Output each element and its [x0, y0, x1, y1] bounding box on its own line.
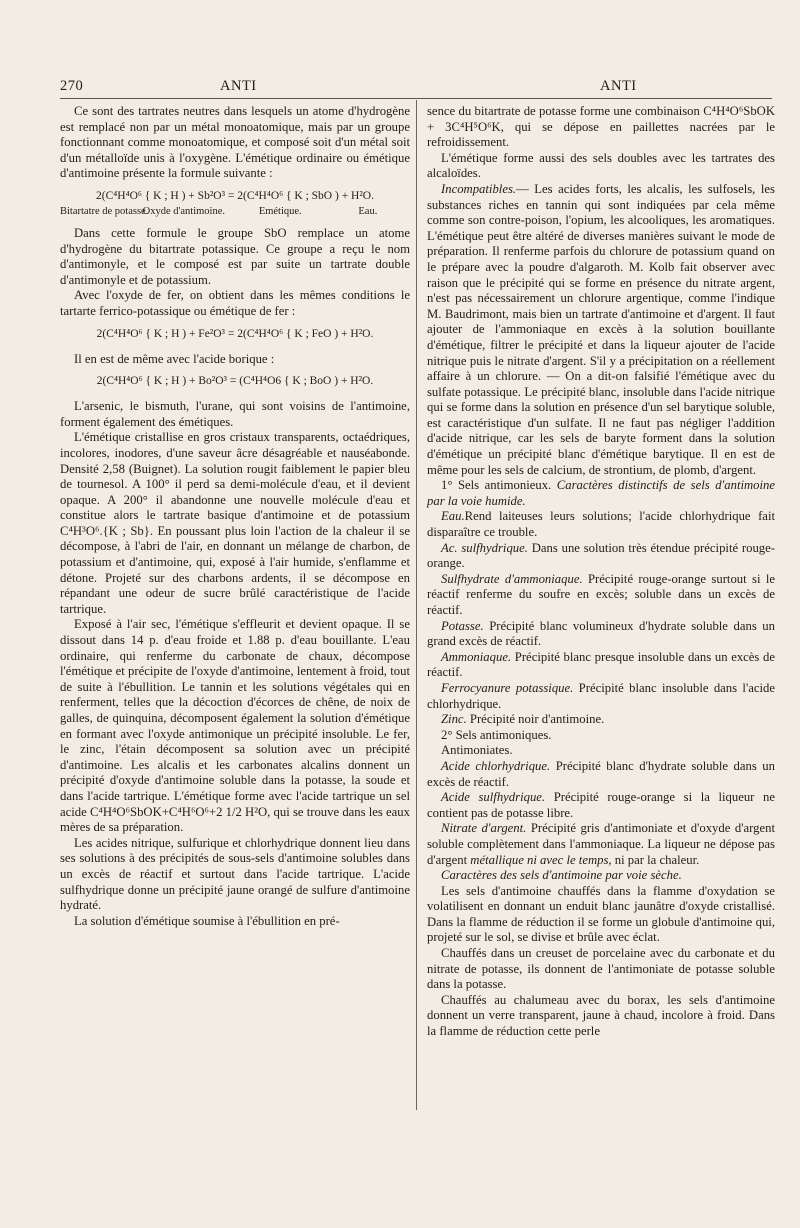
term: Acide chlorhydrique.: [441, 758, 551, 773]
page-number: 270: [60, 78, 84, 94]
text: Précipité noir d'antimoine.: [466, 712, 605, 727]
text: Dans une solution très étendue précipité rouge-orange.: [427, 540, 775, 571]
text: Précipité blanc presque insoluble dans un excès de réactif.: [427, 649, 775, 680]
term: Eau.: [441, 509, 465, 524]
paragraph: Les sels d'antimoine chauffés dans la flamme d'oxydation se volatilisent en donnant un enduit blanc jaunâtre d'oxyde cristallisé. Dans la flamme de réduction il se forme un globule d'antimoine qui, projeté sur le sol, se divise et brûle avec éclat.: [427, 883, 775, 945]
term: Sulfhydrate d'ammoniaque.: [441, 571, 583, 586]
term: Incompatibles.: [441, 181, 517, 196]
paragraph: 2° Sels antimoniques.: [441, 727, 552, 742]
text: Précipité gris d'antimoniate et d'oxyde d'argent soluble complètement dans l'ammoniaque. La liqueur ne dépose pas d'argent: [427, 821, 775, 867]
paragraph: Il en est de même avec l'acide borique :: [74, 351, 275, 366]
header-rule: [60, 98, 772, 99]
term: Caractères distinctifs de sels d'antimoine par la voie humide.: [427, 478, 776, 508]
paragraph: L'émétique forme aussi des sels doubles avec les tartrates des alcaloïdes.: [427, 150, 775, 181]
paragraph: Chauffés au chalumeau avec du borax, les sels d'antimoine donnent un verre transparent, jaune à chaud, incolore à froid. Dans la flamme de réduction cette perle: [427, 992, 775, 1039]
paragraph: Dans cette formule le groupe SbO remplace un atome d'hydrogène du bitartrate potassique. Ce groupe a reçu le nom d'antimonyle, et le composé est par suite un tartrate double d'antimonyle et de potassium.: [60, 225, 410, 287]
term: Potasse.: [441, 618, 484, 633]
term: Acide sulfhydrique.: [441, 790, 546, 805]
equation-label: Emétique.: [258, 205, 302, 217]
text: Rend laiteuses leurs solutions; l'acide chlorhydrique fait disparaître ce trouble.: [427, 509, 775, 540]
paragraph: L'émétique cristallise en gros cristaux transparents, octaédriques, incolores, inodores, d'une saveur âcre désagréable et nauséabonde. Densité 2,58 (Buignet). La solution rougit faiblement le papier bleu de tournesol. A 100° il perd sa demi-molécule d'eau, et il devient opaque. A 200° il abandonne une nouvelle molécule d'eau et constitue alors le tartrate basique d'antimoine et de potassium C⁴H³O⁶.{K ; Sb}. En poussant plus loin l'action de la chaleur il se décompose, à l'abri de l'air, en donnant un mélange de charbon, de potassium et d'antimoine, qui, exposé à l'air humide, s'enflamme et détone. Projeté sur des charbons ardents, il se décompose en répandant une odeur de sucre brûlé caractéristique de l'acide tartrique.: [60, 430, 410, 616]
equation-labels: [60, 206, 410, 218]
paragraph: [427, 478, 775, 509]
right-column: [427, 104, 775, 1040]
text: 1° Sels antimonieux.: [441, 478, 552, 493]
term: Ac. sulfhydrique.: [441, 540, 528, 555]
text: Précipité rouge-orange surtout si le réactif renferme du soufre en excès; soluble dans un excès de réactif.: [427, 571, 775, 617]
text: — Les acides forts, les alcalis, les sulfosels, les substances riches en tannin qui sont indiquées par cela même comme son contre-poison, l'opium, les alcooliques, les aromatiques. L'émétique peut être altéré de diverses manières suivant le mode de préparation. Il renferme parfois du chlorure de potassium quand on le prépare avec la poudre d'algaroth. M. Kolb fait observer avec raison que le précipité qui se forme en présence du nitrate argent, n'est pas nécessairement un chlorure argentique, comme l'indique M. Baudrimont, mais bien un tartrate d'antimoine et d'argent. Il faut ajouter de l'ammoniaque en excès à la solution bouillante d'émétique, filtrer le précipité et dans la liqueur ajouter de l'acide nitrique puis le nitrate d'argent. S'il y a précipitation on a réellement affaire à un chlorure. — On a dit-on falsifié l'émétique avec du sulfate potassique. Le précipité blanc, insoluble dans l'acide nitrique qui se forme dans la solution en présence d'un sel barytique soluble, est caractéristique d'un sulfate. Il ne faut pas négliger l'addition d'acide nitrique, car les sels de baryte forment dans la solution d'émétique un précipité blanc d'émétique barytique. Il en est de même pour les sels de calcium, de strontium, de plomb, d'argent.: [427, 181, 775, 477]
paragraph: [427, 619, 775, 650]
paragraph: Avec l'oxyde de fer, on obtient dans les mêmes conditions le tartarte ferrico-potassique ou émétique de fer :: [60, 288, 410, 318]
paragraph: [427, 182, 775, 478]
text: Précipité blanc d'hydrate soluble dans un excès de réactif.: [427, 758, 775, 789]
text: Précipité rouge-orange si la liqueur ne contient pas de potasse libre.: [427, 790, 775, 820]
left-column: [60, 104, 410, 929]
paragraph: [427, 712, 775, 728]
paragraph: [427, 759, 775, 790]
term: Zinc.: [441, 712, 467, 727]
paragraph: [427, 572, 775, 619]
paragraph: Les acides nitrique, sulfurique et chlorhydrique donnent lieu dans ses solutions à des précipités de sous-sels d'antimoine solubles dans un excès de réactif et surtout dans l'acide tartrique. L'acide sulfhydrique donne un précipité jaune orangé de sulfure d'antimoine hydraté.: [60, 835, 410, 913]
paragraph: Chauffés dans un creuset de porcelaine avec du carbonate et du nitrate de potasse, ils donnent de l'antimoniate de potasse soluble dans la potasse.: [427, 946, 775, 992]
paragraph: [427, 821, 775, 868]
paragraph: [427, 650, 775, 681]
equation-label: Oxyde d'antimoine.: [142, 205, 225, 217]
text: ni par la chaleur.: [611, 852, 700, 867]
running-title-left: ANTI: [220, 78, 257, 94]
term: Nitrate d'argent.: [441, 821, 527, 836]
paragraph: sence du bitartrate de potasse forme une combinaison C⁴H⁴O⁶SbOK + 3C⁴H⁵O⁶K, qui se dépose en paillettes nacrées par le refroidissement.: [427, 104, 775, 150]
text: Précipité blanc volumineux d'hydrate soluble dans un grand excès de réactif.: [427, 618, 775, 649]
term: Ammoniaque.: [441, 649, 512, 664]
term: Caractères des sels d'antimoine par voie sèche.: [441, 868, 682, 883]
equation-label: Bitartatre de potasse.: [60, 205, 149, 217]
running-title-right: ANTI: [600, 78, 637, 94]
term: Ferrocyanure potassique.: [441, 680, 574, 695]
equation-emetique: 2(C⁴H⁴O⁶ { K ; H ) + Sb²O³ = 2(C⁴H⁴O⁶ { K ; SbO ) + H²O.: [96, 189, 374, 202]
equation-fer: 2(C⁴H⁴O⁶ { K ; H ) + Fe²O³ = 2(C⁴H⁴O⁶ { K ; FeO ) + H²O.: [96, 327, 374, 340]
equation-borique: 2(C⁴H⁴O⁶ { K ; H ) + Bo²O³ = (C⁴H⁴O6 { K ; BoO ) + H²O.: [96, 375, 374, 388]
paragraph: Exposé à l'air sec, l'émétique s'effleurit et devient opaque. Il se dissout dans 14 p. d'eau froide et 1.88 p. d'eau bouillante. L'eau ordinaire, qui renferme du carbonate de chaux, décompose l'émétique et précipite de l'oxyde d'antimoine, lentement à froid, tout de suite à l'ébullition. Le tannin et les solutions végétales qui en renferment, telles que la décoction d'écorces de chêne, de noix de galles, de quinquina, décomposent également la solution d'émétique en formant avec l'oxyde antimonique un précipité insoluble. Le fer, le zinc, l'étain décomposent sa solution avec un précipité d'antimoine. Les alcalis et les carbonates alcalins donnent un précipité d'oxyde d'antimoine soluble dans la potasse, la soude et dans l'acide tartrique. L'émétique forme avec l'acide tartrique un sel acide C⁴H⁴O⁶SbOK+C⁴H⁶O⁶+2 1/2 H²O, qui se trouve dans les eaux mères de sa préparation.: [60, 617, 410, 835]
paragraph: Ce sont des tartrates neutres dans lesquels un atome d'hydrogène est remplacé non par un métal monoatomique, mais par un groupe fonctionnant comme monoatomique, et composé soit d'un métal soit d'un métalloïde unis à l'oxygène. L'émétique ordinaire ou émétique d'antimoine présente la formule suivante :: [60, 104, 410, 181]
column-divider: [416, 100, 417, 1110]
equation-label: Eau.: [358, 205, 378, 217]
paragraph: [427, 509, 775, 540]
text: Précipité blanc insoluble dans l'acide chlorhydrique.: [427, 680, 776, 711]
paragraph: [427, 790, 775, 821]
term: métallique ni avec le temps,: [470, 852, 612, 867]
paragraph: [427, 681, 775, 712]
paragraph: [427, 868, 775, 884]
paragraph: Antimoniates.: [441, 743, 513, 758]
paragraph: La solution d'émétique soumise à l'ébullition en pré-: [74, 913, 340, 928]
paragraph: [427, 541, 775, 572]
paragraph: L'arsenic, le bismuth, l'urane, qui sont voisins de l'antimoine, forment également des émétiques.: [60, 399, 410, 429]
